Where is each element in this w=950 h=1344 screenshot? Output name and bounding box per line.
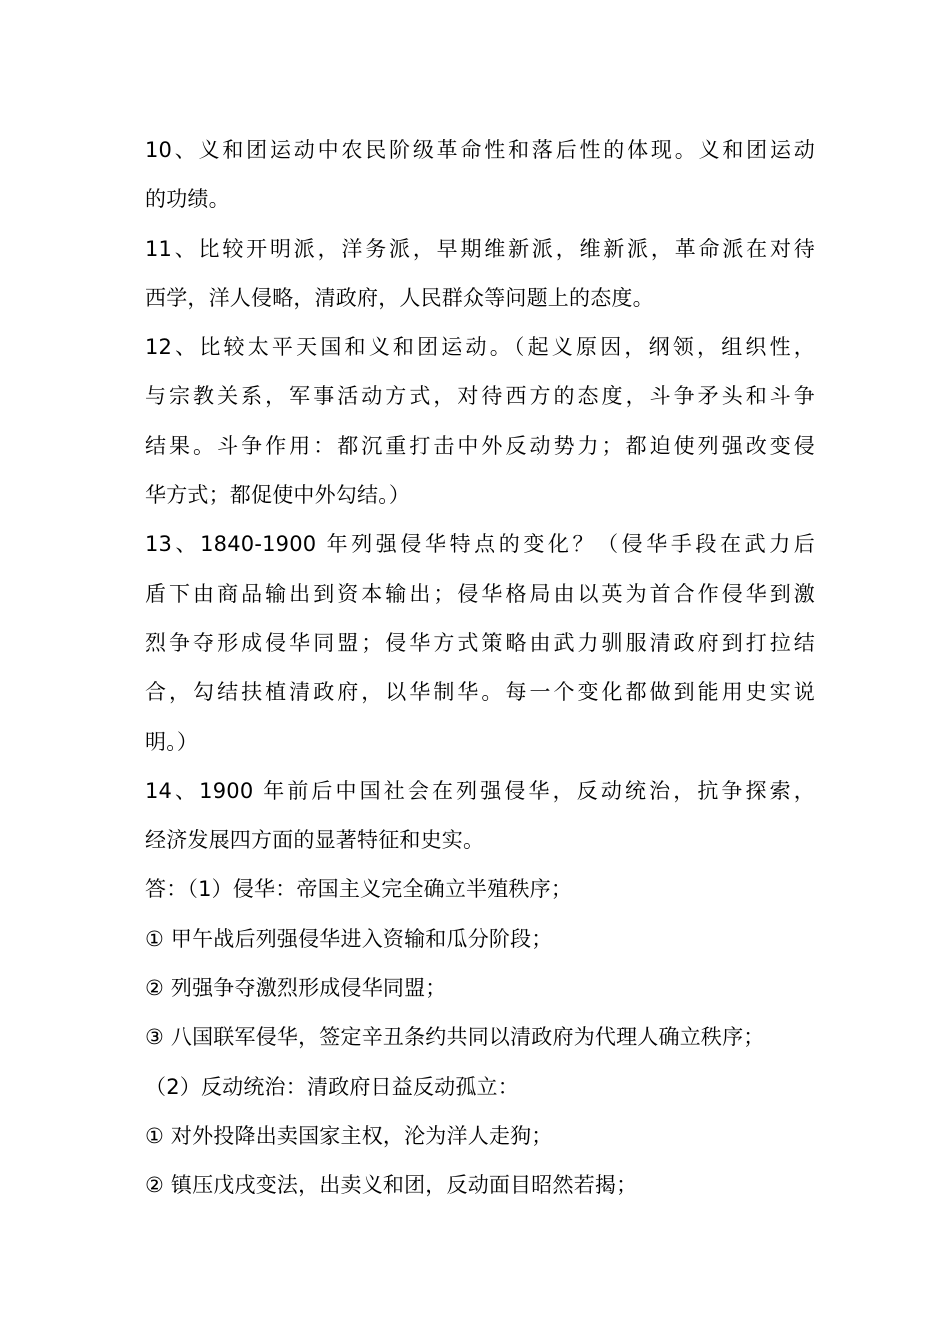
text-line: 11、比较开明派，洋务派，早期维新派，维新派，革命派在对待 <box>145 236 815 261</box>
text-line: 华方式；都促使中外勾结。） <box>145 483 411 508</box>
text-line: 西学，洋人侵略，清政府，人民群众等问题上的态度。 <box>145 285 654 310</box>
text-line: 盾下由商品输出到资本输出；侵华格局由以英为首合作侵华到激 <box>145 581 815 606</box>
text-line: 合，勾结扶植清政府，以华制华。每一个变化都做到能用史实说 <box>145 680 815 705</box>
text-line: ② 列强争夺激烈形成侵华同盟； <box>145 976 447 1001</box>
document-body <box>145 126 815 1211</box>
text-line: 明。） <box>145 729 199 754</box>
text-line: 经济发展四方面的显著特征和史实。 <box>145 828 485 853</box>
text-line: ① 对外投降出卖国家主权，沦为洋人走狗； <box>145 1123 553 1148</box>
text-line: （2）反动统治：清政府日益反动孤立： <box>145 1074 519 1099</box>
text-line: 14、1900 年前后中国社会在列强侵华，反动统治，抗争探索， <box>145 778 815 803</box>
text-line: 结果。斗争作用：都沉重打击中外反动势力；都迫使列强改变侵 <box>145 433 815 458</box>
text-line: ② 镇压戊戌变法，出卖义和团，反动面目昭然若揭； <box>145 1173 638 1198</box>
text-line: 答：（1）侵华：帝国主义完全确立半殖秩序； <box>145 877 573 902</box>
text-line: 与宗教关系，军事活动方式，对待西方的态度，斗争矛头和斗争 <box>145 384 815 409</box>
text-line: 的功绩。 <box>145 187 230 212</box>
text-line: ③ 八国联军侵华，签定辛丑条约共同以清政府为代理人确立秩序； <box>145 1025 765 1050</box>
text-line: ① 甲午战后列强侵华进入资输和瓜分阶段； <box>145 926 553 951</box>
text-line: 10、义和团运动中农民阶级革命性和落后性的体现。义和团运动 <box>145 138 815 162</box>
text-line: 13、1840-1900 年列强侵华特点的变化？（侵华手段在武力后 <box>145 532 815 557</box>
text-line: 烈争夺形成侵华同盟；侵华方式策略由武力驯服清政府到打拉结 <box>145 630 815 655</box>
text-line: 12、比较太平天国和义和团运动。（起义原因，纲领，组织性， <box>145 335 815 360</box>
